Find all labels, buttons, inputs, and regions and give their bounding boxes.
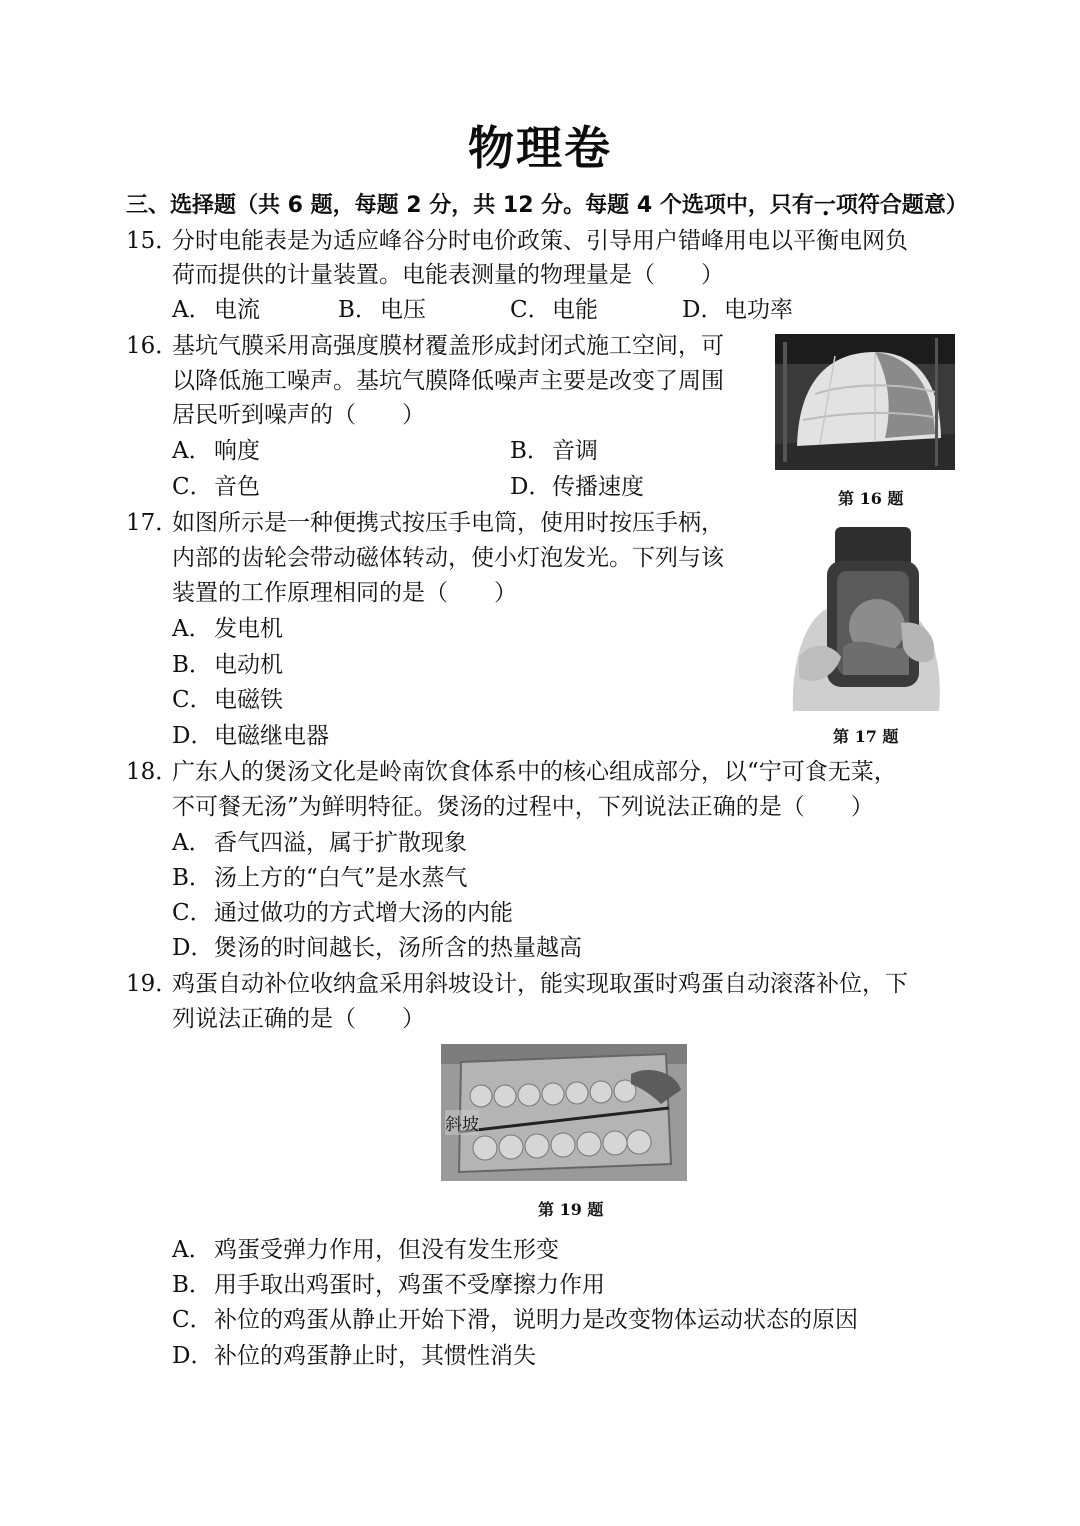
option-text: 电功率 bbox=[724, 297, 793, 323]
emphasis-dot-char: 一 bbox=[813, 193, 836, 218]
option-d[interactable] bbox=[682, 295, 793, 325]
option-d[interactable] bbox=[172, 721, 329, 751]
figure-caption: 第 16 题 bbox=[838, 489, 904, 508]
option-key: C． bbox=[172, 900, 213, 926]
option-key: A． bbox=[172, 297, 212, 323]
section-heading-text-b: 项符合题意） bbox=[835, 193, 968, 218]
question-number: 15． bbox=[126, 228, 179, 254]
option-key: B． bbox=[510, 438, 550, 464]
option-key: C． bbox=[172, 687, 213, 713]
option-key: A． bbox=[172, 438, 212, 464]
question-text-line: 内部的齿轮会带动磁体转动，使小灯泡发光。下列与该 bbox=[172, 545, 724, 571]
option-key: C． bbox=[510, 297, 551, 323]
option-a[interactable] bbox=[172, 828, 467, 858]
option-text: 鸡蛋受弹力作用，但没有发生形变 bbox=[214, 1237, 559, 1263]
option-a[interactable] bbox=[172, 614, 283, 644]
question-text-line: 以降低施工噪声。基坑气膜降低噪声主要是改变了周围 bbox=[172, 368, 724, 394]
egg-box-photo bbox=[441, 1044, 687, 1181]
option-c[interactable] bbox=[172, 685, 283, 715]
option-c[interactable] bbox=[172, 472, 260, 502]
slope-label: 斜坡 bbox=[445, 1110, 479, 1135]
option-c[interactable] bbox=[172, 1305, 858, 1335]
question-number: 16． bbox=[126, 333, 179, 359]
option-key: A． bbox=[172, 616, 212, 642]
figure-caption: 第 19 题 bbox=[538, 1200, 604, 1219]
question-text-line: 装置的工作原理相同的是（ ） bbox=[172, 580, 517, 606]
option-text: 音调 bbox=[552, 438, 598, 464]
option-b[interactable] bbox=[172, 650, 283, 680]
question-text-line: 广东人的煲汤文化是岭南饮食体系中的核心组成部分，以“宁可食无菜， bbox=[172, 759, 897, 785]
option-text: 通过做功的方式增大汤的内能 bbox=[214, 900, 513, 926]
question-number: 18． bbox=[126, 759, 179, 785]
option-text: 电流 bbox=[214, 297, 260, 323]
option-d[interactable] bbox=[172, 933, 582, 963]
option-d[interactable] bbox=[172, 1341, 536, 1371]
option-a[interactable] bbox=[172, 436, 260, 466]
option-text: 补位的鸡蛋从静止开始下滑，说明力是改变物体运动状态的原因 bbox=[214, 1307, 858, 1333]
option-text: 香气四溢，属于扩散现象 bbox=[214, 830, 467, 856]
option-b[interactable] bbox=[172, 863, 468, 893]
option-c[interactable] bbox=[172, 898, 513, 928]
question-text-line: 荷而提供的计量装置。电能表测量的物理量是（ ） bbox=[172, 262, 724, 288]
option-key: B． bbox=[338, 297, 378, 323]
question-text-line: 不可餐无汤”为鲜明特征。煲汤的过程中，下列说法正确的是（ ） bbox=[172, 794, 874, 820]
option-text: 电动机 bbox=[214, 652, 283, 678]
option-text: 补位的鸡蛋静止时，其惯性消失 bbox=[214, 1343, 536, 1369]
page-title: 物理卷 bbox=[468, 121, 612, 175]
option-key: D． bbox=[172, 1343, 214, 1369]
option-text: 发电机 bbox=[214, 616, 283, 642]
question-text-line: 鸡蛋自动补位收纳盒采用斜坡设计，能实现取蛋时鸡蛋自动滚落补位，下 bbox=[172, 971, 908, 997]
option-b[interactable] bbox=[338, 295, 426, 325]
option-key: D． bbox=[172, 723, 214, 749]
air-dome-photo bbox=[775, 334, 955, 470]
option-key: D． bbox=[510, 474, 552, 500]
option-b[interactable] bbox=[510, 436, 598, 466]
option-key: B． bbox=[172, 652, 212, 678]
option-a[interactable] bbox=[172, 1235, 559, 1265]
option-key: D． bbox=[172, 935, 214, 961]
option-text: 电磁铁 bbox=[214, 687, 283, 713]
section-heading-text-a: 三、选择题（共 6 题，每题 2 分，共 12 分。每题 4 个选项中，只有 bbox=[126, 193, 814, 218]
option-key: D． bbox=[682, 297, 724, 323]
option-text: 电压 bbox=[380, 297, 426, 323]
option-c[interactable] bbox=[510, 295, 598, 325]
option-d[interactable] bbox=[510, 472, 644, 502]
figure-caption: 第 17 题 bbox=[833, 727, 899, 746]
question-number: 17． bbox=[126, 510, 179, 536]
option-text: 电能 bbox=[552, 297, 598, 323]
option-text: 电磁继电器 bbox=[214, 723, 329, 749]
option-text: 用手取出鸡蛋时，鸡蛋不受摩擦力作用 bbox=[214, 1272, 605, 1298]
question-text-line: 列说法正确的是（ ） bbox=[172, 1006, 425, 1032]
option-key: A． bbox=[172, 830, 212, 856]
question-number: 19． bbox=[126, 971, 179, 997]
section-heading bbox=[126, 188, 986, 219]
option-a[interactable] bbox=[172, 295, 260, 325]
option-b[interactable] bbox=[172, 1270, 605, 1300]
option-text: 响度 bbox=[214, 438, 260, 464]
flashlight-photo bbox=[783, 527, 947, 711]
option-key: B． bbox=[172, 865, 212, 891]
option-key: C． bbox=[172, 1307, 213, 1333]
option-key: A． bbox=[172, 1237, 212, 1263]
option-text: 传播速度 bbox=[552, 474, 644, 500]
question-text-line: 居民听到噪声的（ ） bbox=[172, 402, 425, 428]
question-text-line: 如图所示是一种便携式按压手电筒，使用时按压手柄， bbox=[172, 510, 724, 536]
question-text-line: 分时电能表是为适应峰谷分时电价政策、引导用户错峰用电以平衡电网负 bbox=[172, 228, 908, 254]
option-text: 汤上方的“白气”是水蒸气 bbox=[214, 865, 468, 891]
option-key: C． bbox=[172, 474, 213, 500]
question-text-line: 基坑气膜采用高强度膜材覆盖形成封闭式施工空间，可 bbox=[172, 333, 724, 359]
option-text: 音色 bbox=[214, 474, 260, 500]
option-key: B． bbox=[172, 1272, 212, 1298]
option-text: 煲汤的时间越长，汤所含的热量越高 bbox=[214, 935, 582, 961]
